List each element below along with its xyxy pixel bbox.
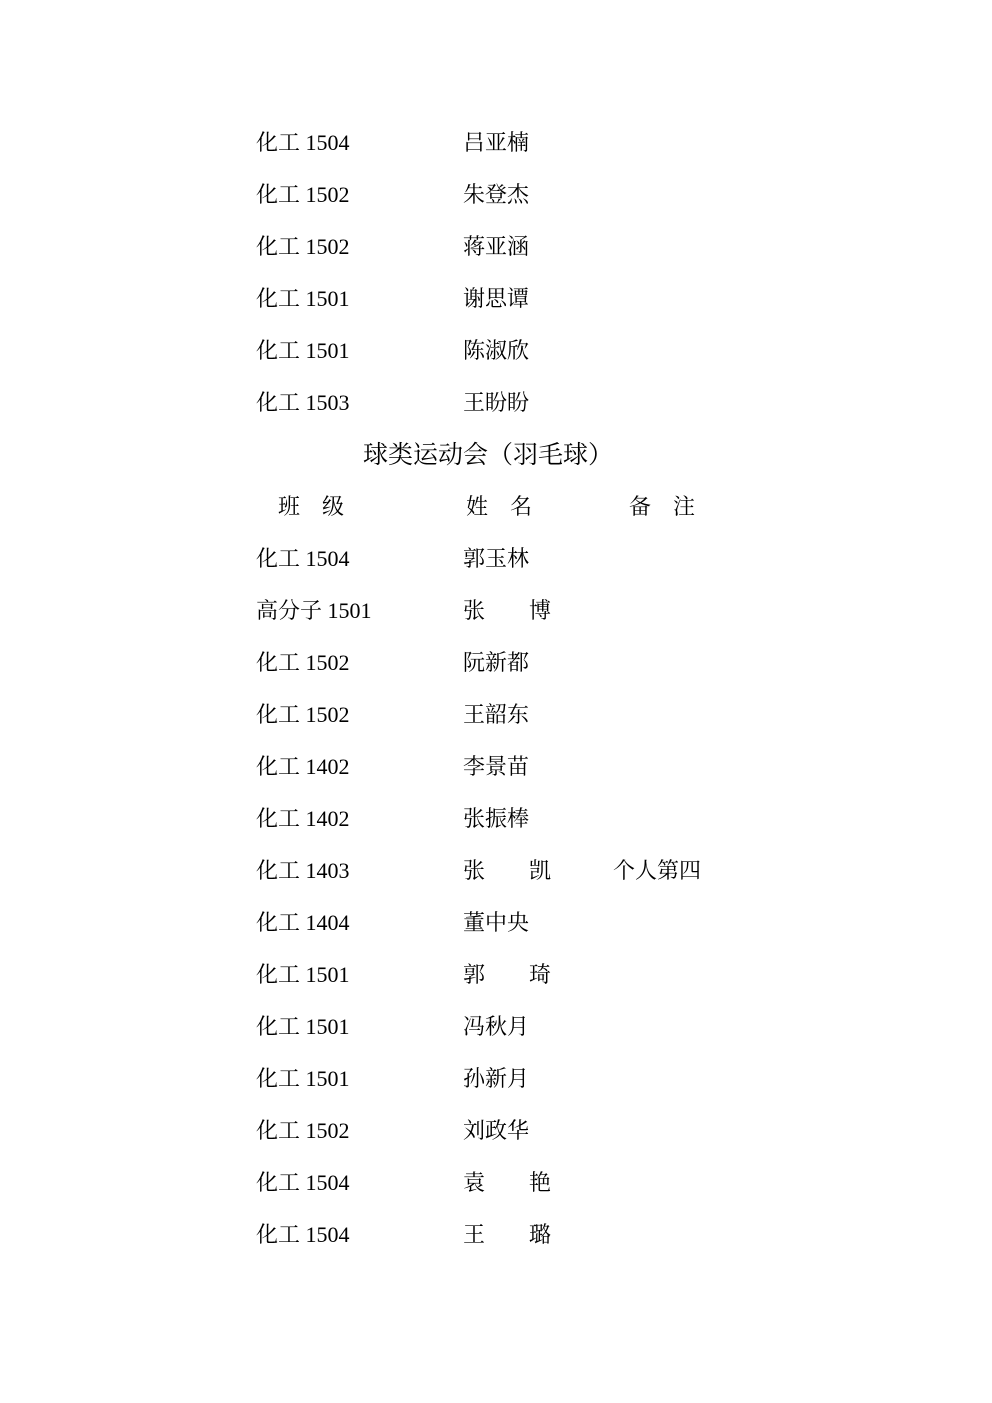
class-cell: 化工 1501	[256, 1066, 350, 1091]
table-row	[0, 1053, 992, 1105]
name-cell: 谢思谭	[463, 286, 530, 311]
name-cell: 陈淑欣	[463, 338, 530, 363]
table-row	[0, 169, 992, 221]
name-cell: 郭玉林	[463, 546, 530, 571]
class-cell: 高分子 1501	[256, 598, 372, 623]
table-row	[0, 117, 992, 169]
name-cell: 郭 琦	[463, 962, 552, 987]
class-cell: 化工 1503	[256, 390, 350, 415]
name-cell: 王韶东	[463, 702, 530, 727]
name-cell: 刘政华	[463, 1118, 530, 1143]
table-row	[0, 1001, 992, 1053]
table-row	[0, 897, 992, 949]
table-row	[0, 741, 992, 793]
class-cell: 化工 1402	[256, 754, 350, 779]
table-row	[0, 689, 992, 741]
class-cell: 化工 1502	[256, 702, 350, 727]
class-cell: 化工 1404	[256, 910, 350, 935]
table-row	[0, 221, 992, 273]
table-header-row	[0, 481, 992, 533]
name-cell: 冯秋月	[463, 1014, 530, 1039]
name-cell: 董中央	[463, 910, 530, 935]
remark-cell: 个人第四	[613, 858, 702, 883]
class-cell: 化工 1502	[256, 182, 350, 207]
name-cell: 孙新月	[463, 1066, 530, 1091]
table-row	[0, 325, 992, 377]
name-cell: 阮新都	[463, 650, 530, 675]
header-class: 班 级	[278, 494, 345, 519]
name-cell: 吕亚楠	[463, 130, 530, 155]
name-cell: 袁 艳	[463, 1170, 552, 1195]
name-cell: 蒋亚涵	[463, 234, 530, 259]
class-cell: 化工 1504	[256, 1170, 350, 1195]
table-row	[0, 1105, 992, 1157]
table-row	[0, 377, 992, 429]
name-cell: 张 凯	[463, 858, 552, 883]
header-remark: 备 注	[629, 494, 696, 519]
class-cell: 化工 1504	[256, 546, 350, 571]
class-cell: 化工 1501	[256, 286, 350, 311]
table-row	[0, 533, 992, 585]
table-row	[0, 949, 992, 1001]
class-cell: 化工 1502	[256, 234, 350, 259]
section-title: 球类运动会（羽毛球）	[362, 441, 613, 469]
table-row	[0, 793, 992, 845]
table-row	[0, 1157, 992, 1209]
class-cell: 化工 1501	[256, 1014, 350, 1039]
class-cell: 化工 1402	[256, 806, 350, 831]
table-row	[0, 637, 992, 689]
class-cell: 化工 1501	[256, 338, 350, 363]
class-cell: 化工 1504	[256, 130, 350, 155]
name-cell: 李景苗	[463, 754, 530, 779]
name-cell: 王 璐	[463, 1222, 552, 1247]
name-cell: 张 博	[463, 598, 552, 623]
table-row	[0, 273, 992, 325]
class-cell: 化工 1501	[256, 962, 350, 987]
name-cell: 朱登杰	[463, 182, 530, 207]
class-cell: 化工 1504	[256, 1222, 350, 1247]
section-title-row	[0, 429, 992, 481]
header-name: 姓 名	[466, 494, 533, 519]
table-row	[0, 585, 992, 637]
class-cell: 化工 1502	[256, 1118, 350, 1143]
class-cell: 化工 1403	[256, 858, 350, 883]
table-row	[0, 845, 992, 897]
table-row	[0, 1209, 992, 1261]
class-cell: 化工 1502	[256, 650, 350, 675]
name-cell: 王盼盼	[463, 390, 530, 415]
name-cell: 张振棒	[463, 806, 530, 831]
